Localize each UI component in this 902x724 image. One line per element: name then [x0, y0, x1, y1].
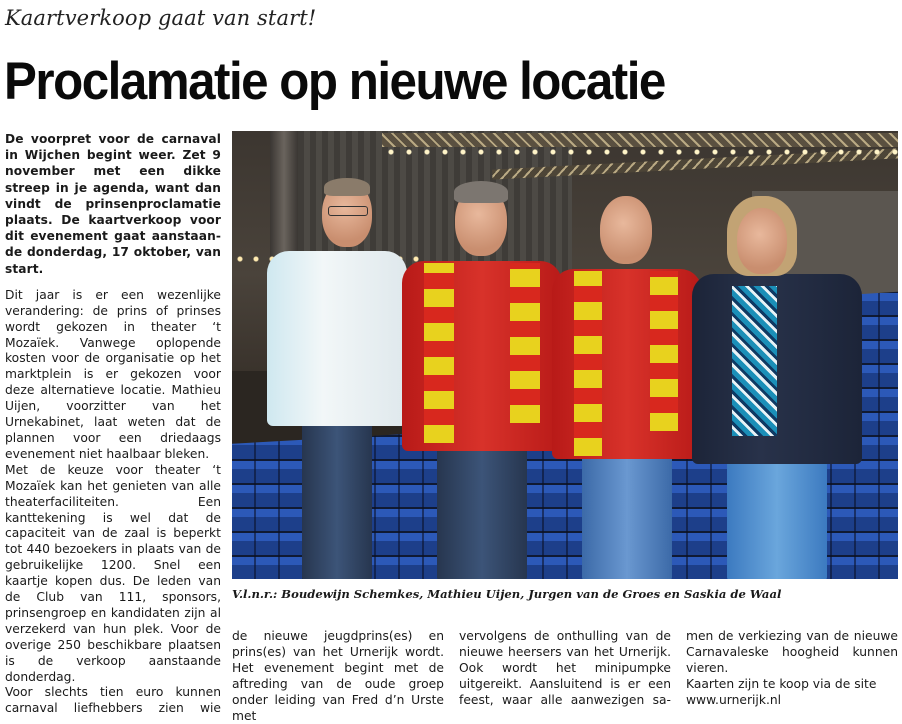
article-lead: De voorpret voor de carnaval in Wijchen begint weer. Zet 9 november met een dikke streep in je agenda, want dan vindt de prinsenproclamatie plaats. De kaartverkoop voor dit evenement gaat aanstaan-de donderdag, 17 oktober, van start. — [5, 132, 221, 276]
article-paragraph: Dit jaar is er een wezenlijke verandering: de prins of prinses wordt gekozen in theater ‘t Mozaïek. Vanwege oplopende kosten voor de organisatie op het marktplein is er gekozen voor deze alternatieve locatie. Mathieu Uijen, voorzitter van het Urnekabinet, laat weten dat de plannen voor een driedaags evenement niet haalbaar bleken. — [5, 287, 221, 461]
article-photo — [232, 131, 898, 579]
article-paragraph: vervolgens de onthulling van de nieuwe heersers van het Urnerijk. Ook wordt het minipumpke uitgereikt. Aansluitend is er een feest, waar alle aanwezigen sa- — [459, 629, 671, 707]
person-saskia — [692, 196, 862, 579]
article-headline: Proclamatie op nieuwe locatie — [4, 52, 665, 111]
article-paragraph: de nieuwe jeugdprins(es) en prins(es) van het Urnerijk wordt. Het evenement begint met de aftreding van de oude groep onder leiding van Fred d’n Urste met — [232, 629, 444, 723]
photo-string-lights — [382, 149, 898, 155]
article-column-4 — [686, 629, 898, 709]
person-mathieu — [402, 181, 562, 579]
article-paragraph: Kaarten zijn te koop via de site www.urnerijk.nl — [686, 676, 877, 707]
article-column-1 — [5, 131, 221, 717]
article-kicker: Kaartverkoop gaat van start! — [5, 6, 317, 30]
article-column-3 — [459, 629, 671, 709]
photo-light-truss — [382, 133, 898, 147]
article-paragraph: Voor slechts tien euro kunnen carnaval liefhebbers zien wie — [5, 685, 221, 716]
article-paragraph: Met de keuze voor theater ‘t Mozaïek kan het genieten van alle theaterfaciliteiten. Een kanttekening is wel dat de capaciteit van de zaal is beperkt tot 440 bezoekers in plaats van de gebruikelijke 1200. Snel een kaartje kopen dus. De leden van de Club van 111, sponsors, prinsengroep en kandidaten zijn al verzekerd van hun plek. Voor de overige 250 beschikbare plaatsen is de verkoop aanstaande donderdag. — [5, 462, 221, 684]
person-jurgen — [552, 191, 702, 579]
article-column-2 — [232, 629, 444, 724]
article-paragraph: men de verkiezing van de nieuwe Carnavaleske hoogheid kunnen vieren. — [686, 629, 898, 675]
person-boudewijn — [262, 176, 412, 579]
photo-caption: V.l.n.r.: Boudewijn Schemkes, Mathieu Uijen, Jurgen van de Groes en Saskia de Waal — [232, 587, 782, 601]
